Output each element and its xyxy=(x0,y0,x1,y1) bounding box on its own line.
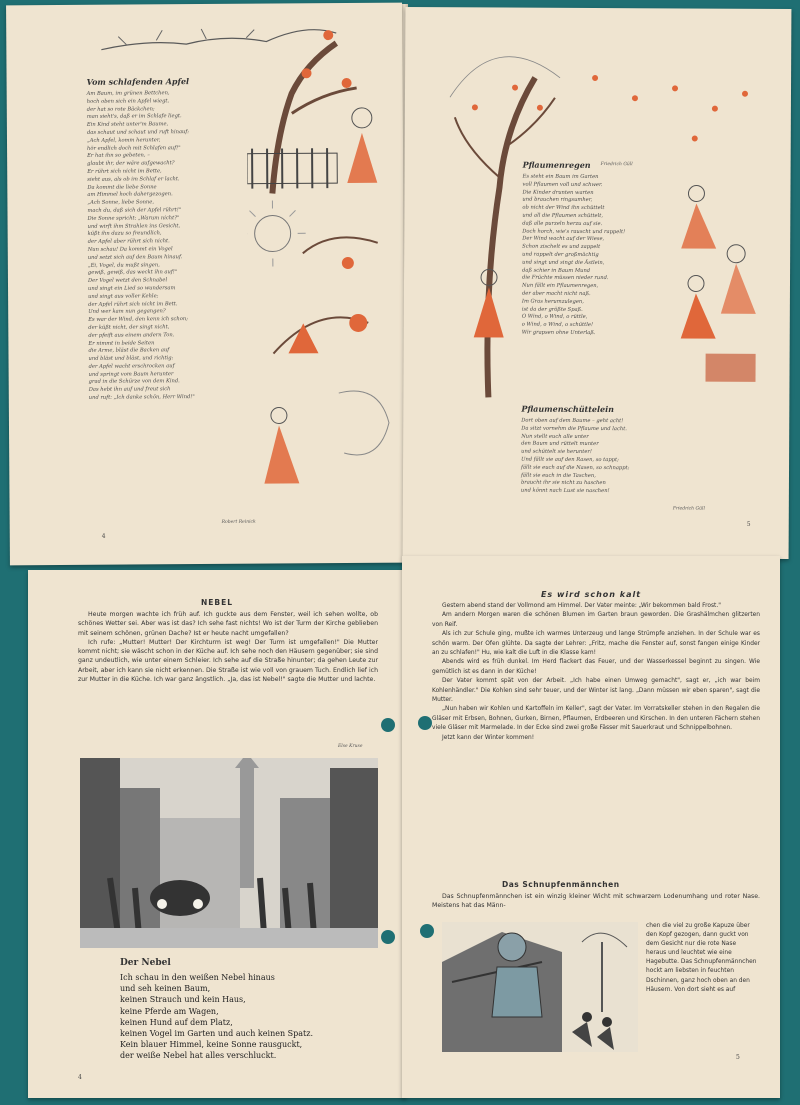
page-number: 4 xyxy=(78,1074,82,1081)
page-title: NEBEL xyxy=(200,598,234,607)
tree-with-child-illustration xyxy=(246,23,399,494)
paragraph: „Nun haben wir Kohlen und Kartoffeln im Keller", sagt der Vater. Im Vorratskeller stehen in den Regalen die Gläser mit Erbsen, Bohnen, Gurken, Birnen, Pflaumen, Erdbeeren und Kirschen. In den unteren Fächern stehen viele Gläser mit Marmelade. In der Ecke sind zwei große Fässer mit Sauerkraut und Schnippelbohnen. xyxy=(432,706,760,732)
schnupfen-column: chen die viel zu große Kapuze über den Kopf gezogen, dann guckt von dem Gesicht nur die rote Nase heraus und leuchtet wie eine Hagebutte. Das Schnupfenmännchen hockt am liebsten in feuchten Dschinnen, ganz hoch oben an den Häusern. Von dort sieht es auf xyxy=(646,923,757,993)
page-title: Es wird schon kalt xyxy=(540,590,642,599)
page-nebel xyxy=(28,570,406,1098)
page-number: 4 xyxy=(101,532,106,540)
punch-hole xyxy=(381,930,395,944)
poem-title: Vom schlafenden Apfel xyxy=(86,76,190,87)
page-number: 5 xyxy=(736,1054,740,1061)
section-title: Das Schnupfenmännchen xyxy=(502,880,620,889)
kalt-prose xyxy=(432,602,760,743)
poem-credit: Robert Reinick xyxy=(221,519,256,525)
paragraph: Abends wird es früh dunkel. Im Herd flackert das Feuer, und der Wasserkessel beginnt zu singen. Wie gemütlich ist es dann in der Küche! xyxy=(432,659,760,675)
paragraph: Am andern Morgen waren die schönen Blumen im Garten braun geworden. Die Grashälmchen glitzerten von Reif. xyxy=(432,612,760,628)
poem-title: Der Nebel xyxy=(120,958,171,968)
poem-text: Am Baum, im grünen Bettchen, hoch oben sich ein Apfel wiegt, der hat so rote Bäckchen; man sieht's, daß er im Schlafe liegt. Ein Kind steht unter'm Baume, das schaut und schaut und ruft hinauf: „Ach Apfel, komm herunter, hör endlich doch mit Schlafen auf!" Er hat ihn so gebeten, – glaubt ihr, der wäre aufgewacht? Er rührt sich nicht im Bette, sieht aus, als ob im Schlaf er lacht. Da kommt die liebe Sonne am Himmel hoch dahergezogen. „Ach Sonne, liebe Sonne, mach du, daß sich der Apfel rührt!" Die Sonne spricht: „Warum nicht?" und wirft ihm Strahlen ins Gesicht, küßt ihn dazu so freundlich, der Apfel aber rührt sich nicht. Nun schau! Da kommt ein Vogel und setzt sich auf den Baum hinauf. „Ei, Vogel, du mußt singen, gewiß, gewiß, das weckt ihn auf!" Der Vogel wetzt den Schnabel und singt ein Lied so wundersam und singt aus voller Kehle; der Apfel rührt sich nicht im Bett. Und wer kam nun gegangen? Es war der Wind, den kenn ich schon; der küßt nicht, der singt nicht, der pfeift aus einem andern Ton. Er nimmt in beide Seiten die Arme, bläst die Backen auf und bläst und bläst, und richtig: der Apfel wacht erschrocken auf und springt vom Baum herunter grad in die Schürze von dem Kind. Das hebt ihn auf und freut sich und ruft: „Ich danke schön, Herr Wind!" xyxy=(86,90,195,401)
falling-plums-illustration xyxy=(575,58,776,179)
poem-text: Ich schau in den weißen Nebel hinaus und seh keinen Baum, keinen Strauch und kein Haus, keine Pferde am Wagen, keinen Hund auf dem Platz, keinen Vogel im Garten und auch keinen Spatz. Kein blauer Himmel, keine Sonne rausguckt, der weiße Nebel hat alles verschluckt. xyxy=(120,973,313,1061)
paragraph: Jetzt kann der Winter kommen! xyxy=(442,734,535,741)
text-credit: Else Kruse xyxy=(338,744,363,749)
punch-hole xyxy=(381,718,395,732)
foggy-street-illustration xyxy=(80,758,378,948)
nebel-prose xyxy=(78,610,378,684)
paragraph: Als ich zur Schule ging, mußte ich warmes Unterzeug und lange Strümpfe anziehen. In der Schule war es schön warm. Der Ofen glühte. Da sagte der Lehrer: „Fritz, mache die Fenster auf, sonst fangen einige Kinder an zu schlafen!" Hu, wie kalt die Luft in die Klasse kam! xyxy=(432,631,760,657)
schnupfen-intro: Das Schnupfenmännchen ist ein winzig kleiner Wicht mit schwarzem Lodenumhang und roter Nase. Meistens hat das Männ- xyxy=(432,893,760,910)
punch-hole xyxy=(418,716,432,730)
poem-title-pflaumenregen: Pflaumenregen xyxy=(522,159,591,170)
paragraph: Ich rufe: „Mutter! Mutter! Der Kirchturm ist weg! Der Turm ist umgefallen!" Die Mutter kommt nicht; sie wäscht schon in der Küche auf. Ich sehe noch den Häusern gegenüber; sie sind ganz undeutlich, wie unter einem Schleier. Ich sehe auf die Straße hinunter; da gehen Leute zur Arbeit, aber ich kann sie nicht erkennen. Die Straße ist wie voll von grauem Tuch. Endlich lief ich zur Mutter in die Küche. Ich war ganz ängstlich. „Ja, das ist Nebel!" sagte die Mutter und lachte. xyxy=(78,638,378,684)
paragraph: Der Vater kommt spät von der Arbeit. „Ich habe einen Umweg gemacht", sagt er, „ich war beim Kohlenhändler." Die Kohlen sind sehr teuer, und der Winter ist lang. „Dann müssen wir eben sparen", sagt die Mutter. xyxy=(432,678,760,704)
page-number: 5 xyxy=(746,520,751,528)
poem-credit-small: Friedrich Güll xyxy=(600,162,633,168)
schnupfenmaennchen-illustration xyxy=(442,922,638,1052)
page-vom-schlafenden-apfel xyxy=(6,3,406,566)
paragraph: Heute morgen wachte ich früh auf. Ich guckte aus dem Fenster, weil ich sehen wollte, ob schönes Wetter sei. Aber was ist das? Ich sehe fast nichts! Wo ist der Turm der Kirche geblieben mit seinem schönen, grünen Dache? Ist er heute nacht umgefallen? xyxy=(78,611,378,637)
poem-text-pflaumenschuetteln: Dort oben auf dem Baume – geht acht! Da sitzt vornehm die Pflaume und lacht. Nun stellt euch alle unter den Baum und rüttelt munter und schüttelt sie herunter! Und fällt sie auf den Rasen, so tappt; fällt sie euch auf die Nasen, so schnappt; fällt sie euch in die Taschen, braucht ihr sie nicht zu haschen und könnt nach Lust sie naschen! xyxy=(520,417,630,495)
page-pflaumenregen xyxy=(403,7,792,559)
paragraph: Gestern abend stand der Vollmond am Himmel. Der Vater meinte: „Wir bekommen bald Frost." xyxy=(442,603,721,609)
children-picking-plums-illustration xyxy=(665,178,776,399)
poem-text-pflaumenregen: Es steht ein Baum im Garten voll Pflaumen voll und schwer. Die Kinder drunten warten und brauchen ringsumher, ob nicht der Wind ihn schüttelt und all die Pflaumen schüttelt, daß alle purzeln herzu auf sie. Doch horch, wie's rauscht und rappelt! Der Wind wacht auf der Wiese, Schon zischelt es und zappelt und rappelt der großmächtig und singt und singt die Ästlein, daß schier in Baum Mund die Früchte müssen nieder rund. Nun fällt ein Pflaumenregen, der aber macht nicht naß. Im Gras herumzulegen, ist da der größte Spaß. O Wind, o Wind, o rüttle, o Wind, o Wind, o schüttle! Wir grapsen ohne Unterlaß. xyxy=(521,173,626,336)
poem-title-pflaumenschuetteln: Pflaumenschüttelein xyxy=(521,403,615,415)
poem-credit: Friedrich Güll xyxy=(672,506,705,512)
page-es-wird-schon-kalt xyxy=(402,556,780,1098)
punch-hole xyxy=(420,924,434,938)
